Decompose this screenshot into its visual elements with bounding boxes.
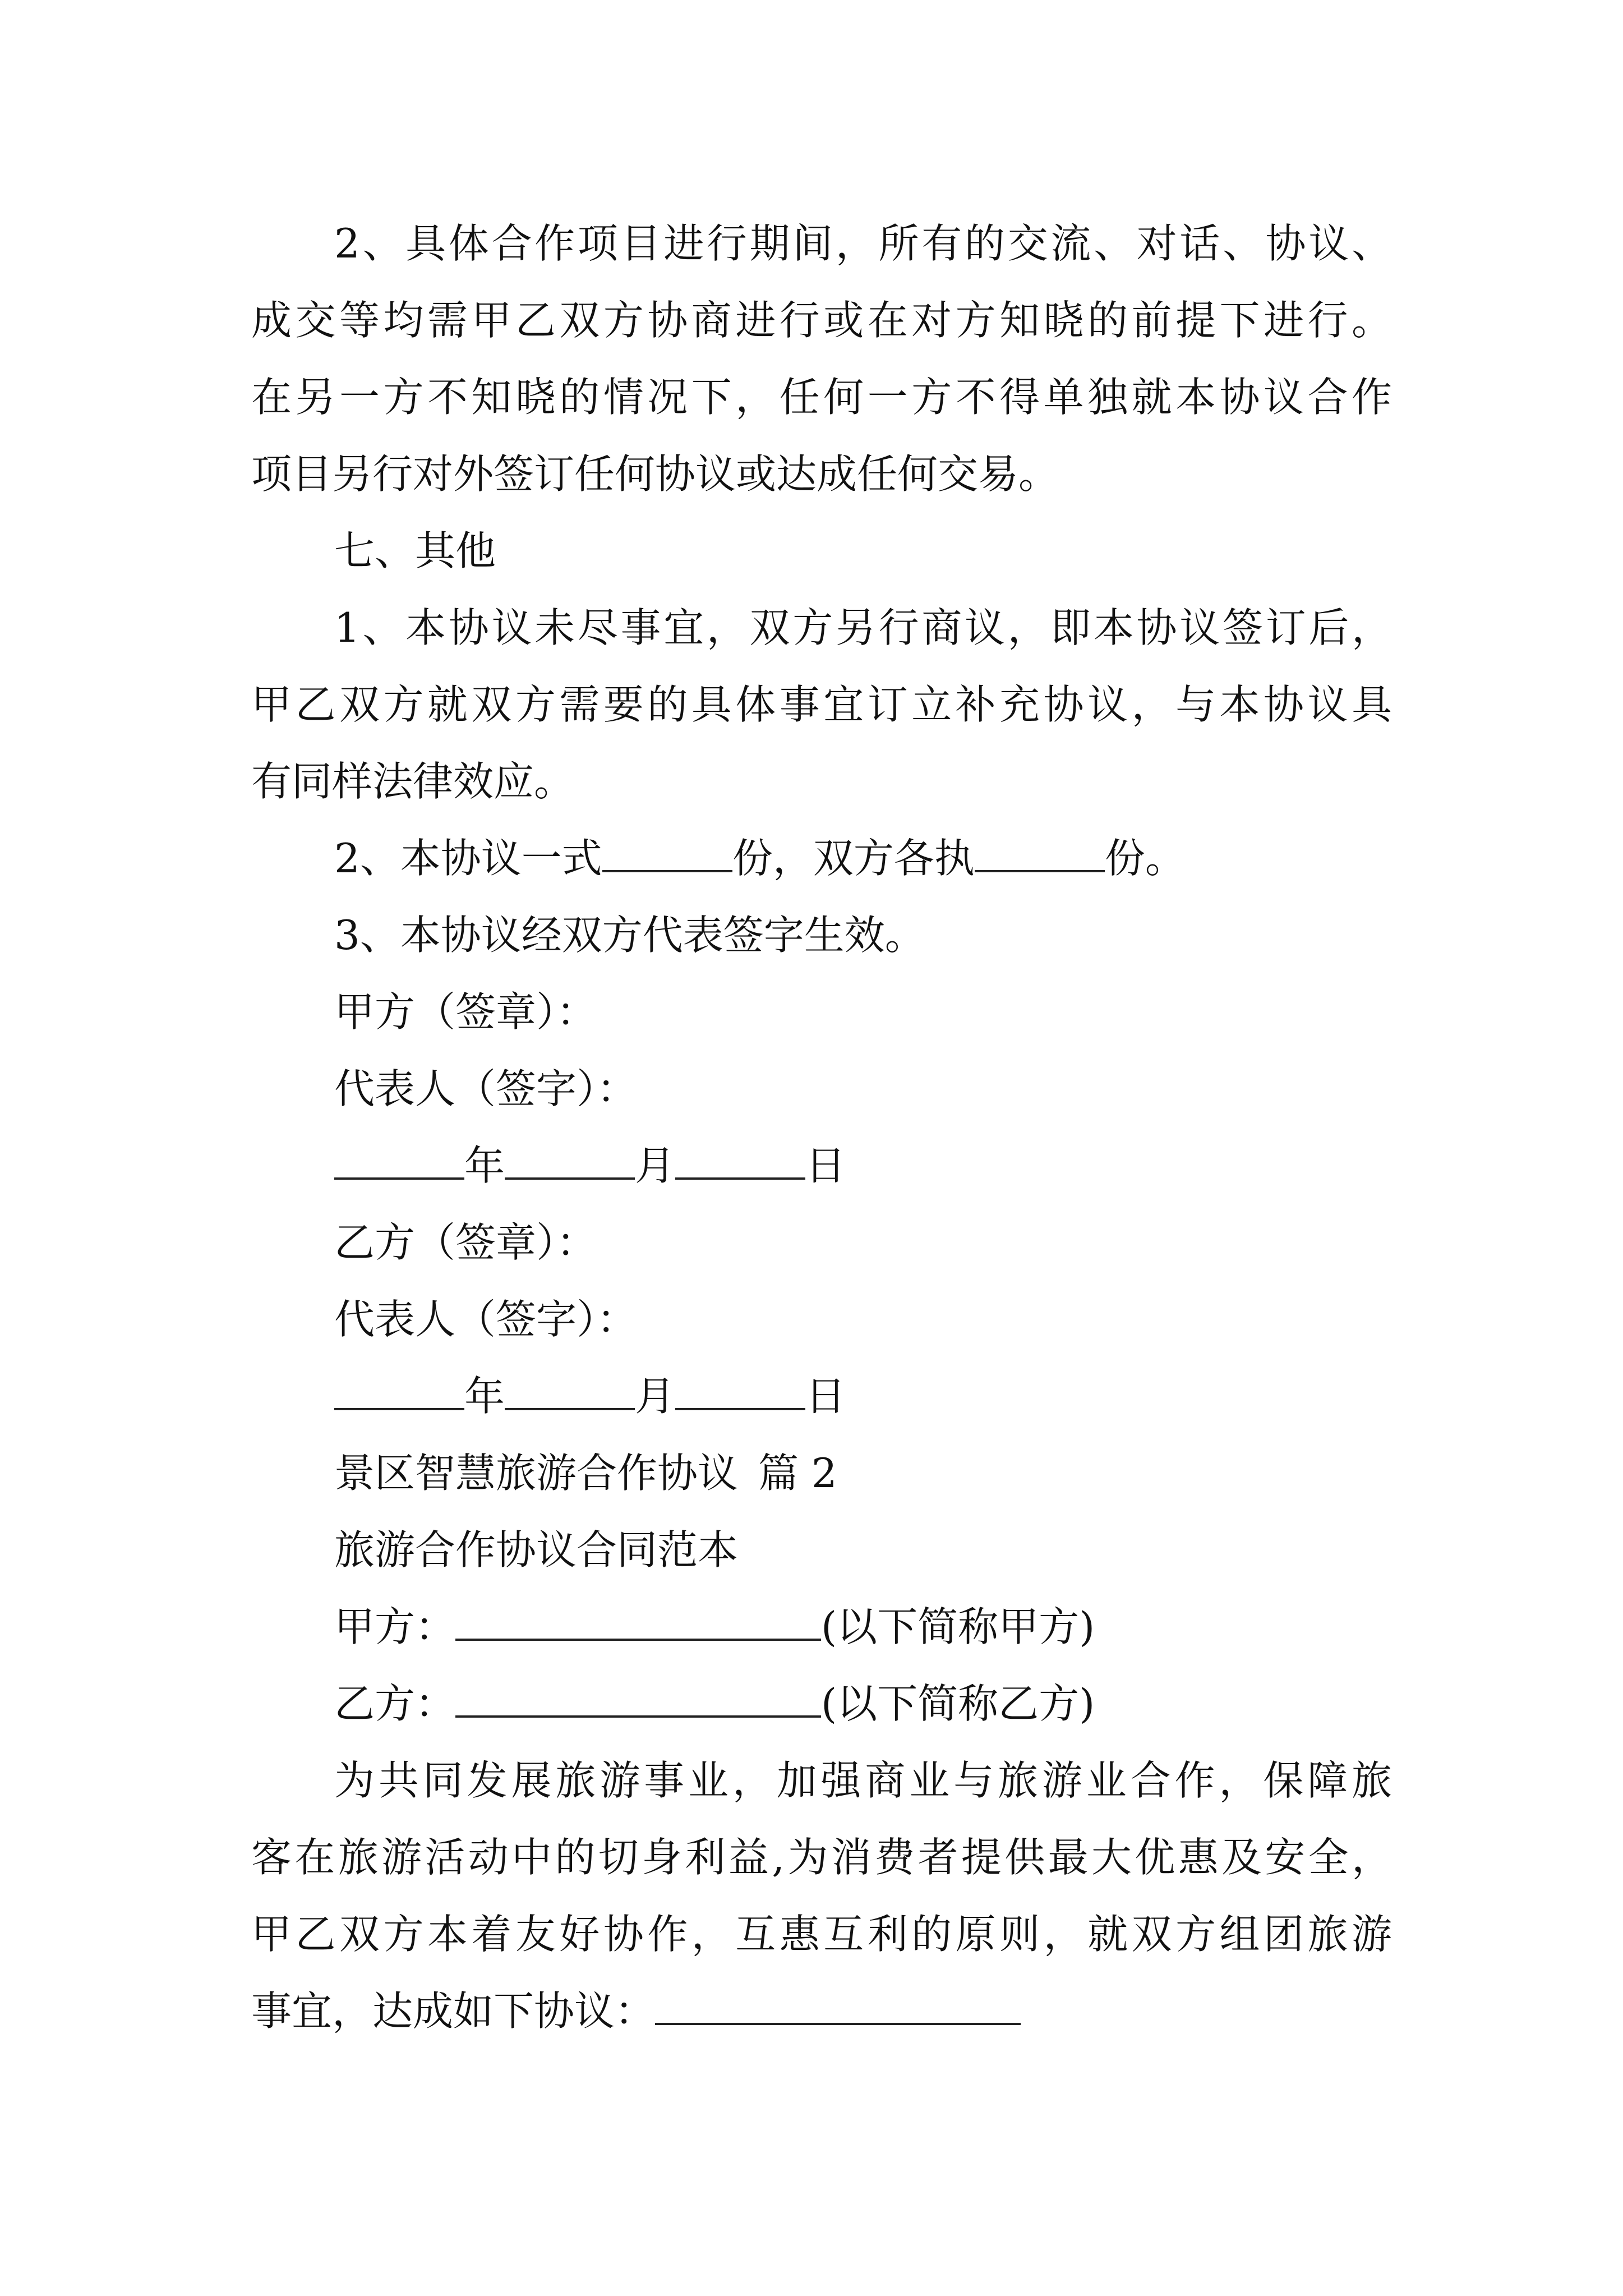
month-blank (505, 1144, 635, 1180)
party-b-line (251, 1665, 1392, 1742)
party-a-line (251, 1589, 1392, 1665)
document-body (251, 205, 1392, 2050)
intro-last-line (251, 1973, 1392, 2050)
paragraph-line: 有同样法律效应。 (251, 758, 575, 805)
section-title-part: 篇 2 (758, 1450, 837, 1497)
intro-last-text: 事宜，达成如下协议： (251, 1987, 656, 2035)
party-b-label: 乙方： (334, 1680, 456, 1727)
paragraph-line: 2、具体合作项目进行期间，所有的交流、对话、协议、 (334, 220, 1392, 267)
year-label: 年 (464, 1373, 505, 1420)
month-label: 月 (635, 1373, 676, 1420)
party-a-seal-label: 甲方（签章）： (334, 988, 597, 1036)
party-a-name-blank (455, 1605, 821, 1641)
party-b-representative-label: 代表人（签字）： (334, 1296, 638, 1343)
intro-line: 甲乙双方本着友好协作，互惠互利的原则，就双方组团旅游 (251, 1911, 1392, 1958)
paragraph-line: 在另一方不知晓的情况下，任何一方不得单独就本协议合作 (251, 374, 1392, 421)
paragraph-line: 甲乙双方就双方需要的具体事宜订立补充协议，与本协议具 (251, 681, 1392, 728)
day-label: 日 (805, 1142, 846, 1189)
copies-each-blank (975, 836, 1105, 872)
year-blank (334, 1144, 464, 1180)
party-a-label: 甲方： (334, 1603, 456, 1650)
paragraph-line: 成交等均需甲乙双方协商进行或在对方知晓的前提下进行。 (251, 297, 1392, 344)
copies-middle: 份，双方各执 (732, 835, 975, 882)
party-a-representative-label: 代表人（签字）： (334, 1065, 638, 1112)
month-blank (505, 1374, 635, 1410)
paragraph-line: 1、本协议未尽事宜，双方另行商议，即本协议签订后， (334, 604, 1392, 651)
contract-subtitle: 旅游合作协议合同范本 (334, 1526, 739, 1573)
copies-clause (251, 820, 1392, 897)
copies-prefix: 2、本协议一式 (334, 835, 602, 882)
day-label: 日 (805, 1373, 846, 1420)
section-title (251, 1435, 1392, 1512)
party-b-note: (以下简称乙方) (821, 1680, 1095, 1727)
section-title-text: 景区智慧旅游合作协议 (334, 1450, 739, 1497)
day-blank (675, 1144, 805, 1180)
agreement-blank (655, 1989, 1021, 2025)
intro-line: 为共同发展旅游事业，加强商业与旅游业合作，保障旅 (334, 1757, 1392, 1804)
party-b-date-line (251, 1358, 1392, 1435)
paragraph-line: 项目另行对外签订任何协议或达成任何交易。 (251, 450, 1059, 498)
effect-clause: 3、本协议经双方代表签字生效。 (334, 912, 925, 959)
month-label: 月 (635, 1142, 676, 1189)
intro-line: 客在旅游活动中的切身利益,为消费者提供最大优惠及安全， (251, 1834, 1392, 1881)
party-b-seal-label: 乙方（签章）： (334, 1219, 597, 1266)
party-b-name-blank (455, 1682, 821, 1718)
year-label: 年 (464, 1142, 505, 1189)
party-a-note: (以下简称甲方) (821, 1603, 1095, 1650)
section-heading: 七、其他 (334, 527, 496, 574)
copies-suffix: 份。 (1104, 835, 1186, 882)
year-blank (334, 1374, 464, 1410)
party-a-date-line (251, 1128, 1392, 1204)
day-blank (675, 1374, 805, 1410)
copies-total-blank (602, 836, 732, 872)
